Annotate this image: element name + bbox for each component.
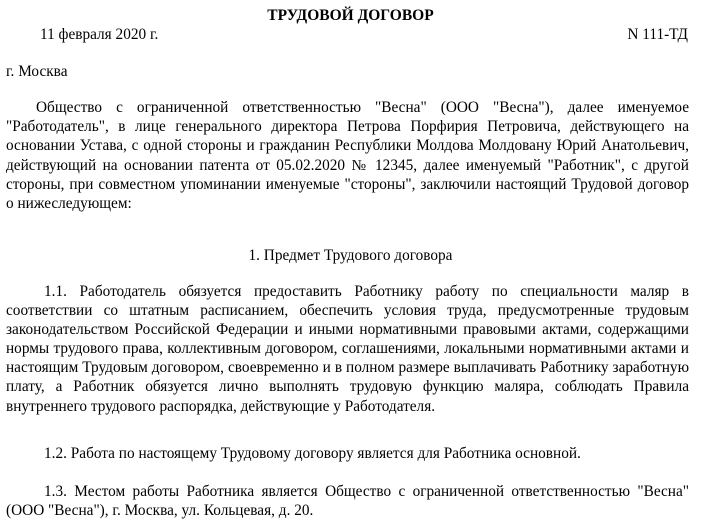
document-title: ТРУДОВОЙ ДОГОВОР [267, 7, 434, 24]
contract-city: г. Москва [6, 63, 68, 80]
contract-date: 11 февраля 2020 г. [40, 26, 159, 43]
clause-1-2: 1.2. Работа по настоящему Трудовому договору является для Работника основной. [44, 445, 581, 462]
clause-1-1: 1.1. Работодатель обязуется предоставить Работнику работу по специальности маляр в соответствии со штатным расписанием, обеспечить условия труда, предусмотренные трудовым законодательством Российской Федерации и иными нормативными правовыми актами, содержащими нормы трудового права, коллективным договором, соглашениями, локальными нормативными актами и настоящим Трудовым договором, своевременно и в полном размере выплачивать Работнику заработную плату, а Работник обязуется лично выполнять трудовую функцию маляра, соблюдать Правила внутреннего трудового распорядка, действующие у Работодателя. [6, 283, 689, 415]
clause-1-3: 1.3. Местом работы Работника является Общество с ограниченной ответственностью "Весна" (ООО "Весна"), г. Москва, ул. Кольцевая, д. 20. [6, 483, 689, 520]
contract-number: N 111-ТД [627, 26, 688, 43]
section-1-heading: 1. Предмет Трудового договора [248, 247, 453, 264]
intro-paragraph: Общество с ограниченной ответственностью "Весна" (ООО "Весна"), далее именуемое "Работодатель", в лице генерального директора Петрова Порфирия Петровича, действующего на основании Устава, с одной стороны и гражданин Республики Молдова Молдовану Юрий Анатольевич, действующий на основании патента от 05.02.2020 № 12345, далее именуемый "Работник", с другой стороны, при совместном упоминании именуемые "стороны", заключили настоящий Трудовой договор о нижеследующем: [6, 99, 689, 213]
